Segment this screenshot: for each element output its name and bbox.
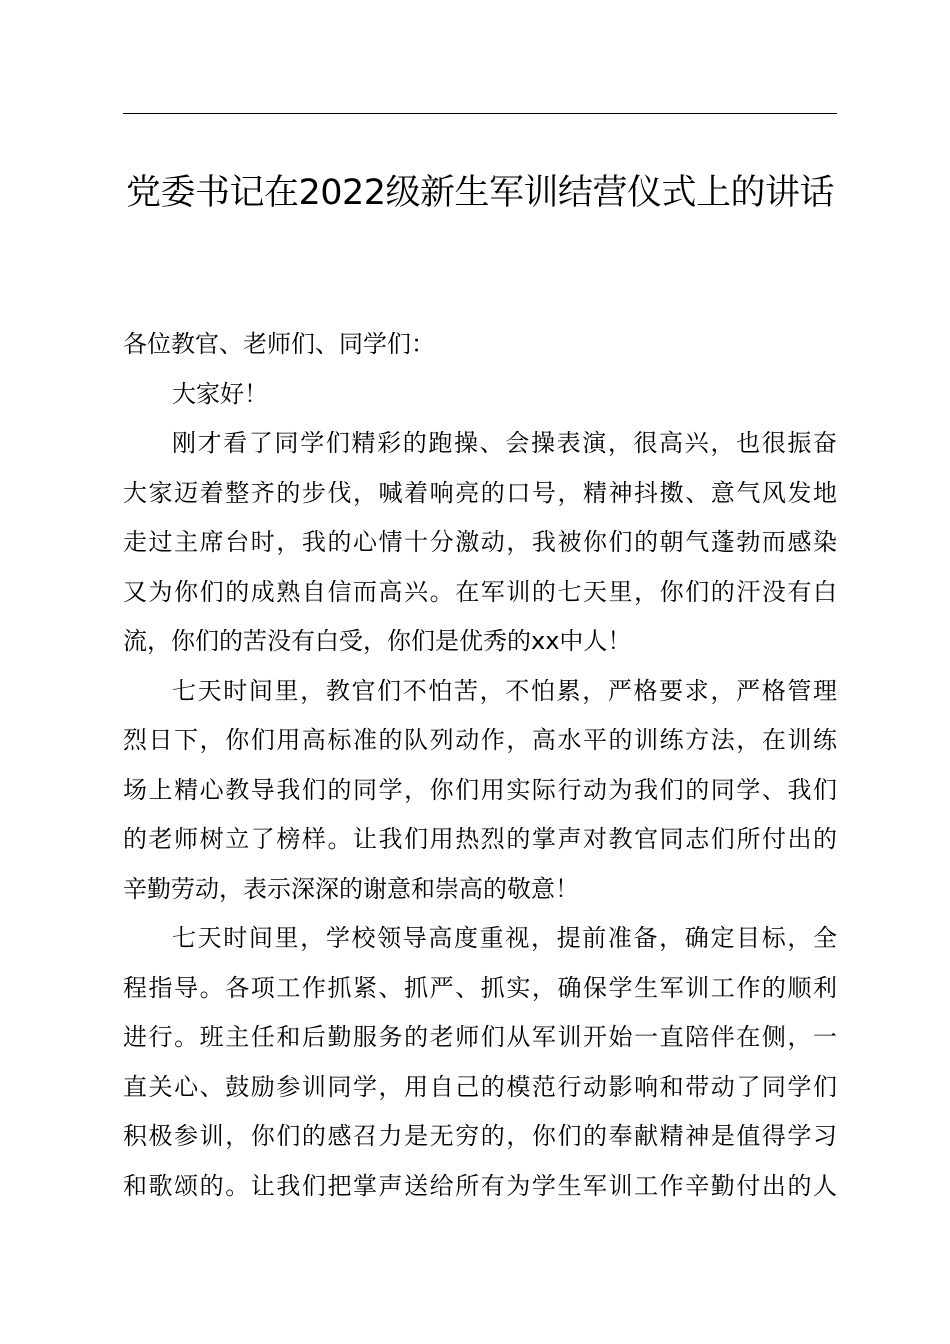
paragraph-1-line-5: 流，你们的苦没有白受，你们是优秀的xx中人！ <box>123 627 632 655</box>
speech-body <box>123 320 837 1211</box>
paragraph-1-line-2: 大家迈着整齐的步伐，喊着响亮的口号，精神抖擞、意气风发地 <box>123 478 837 507</box>
paragraph-1-line-4: 又为你们的成熟自信而高兴。在军训的七天里，你们的汗没有白 <box>123 577 837 606</box>
paragraph-1-line-1: 刚才看了同学们精彩的跑操、会操表演，很高兴，也很振奋 <box>172 429 837 457</box>
paragraph-2-line-3: 场上精心教导我们的同学，你们用实际行动为我们的同学、我们 <box>123 775 837 804</box>
paragraph-3-line-1: 七天时间里，学校领导高度重视，提前准备，确定目标，全 <box>172 924 837 952</box>
paragraph-2-line-1: 七天时间里，教官们不怕苦，不怕累，严格要求，严格管理 <box>172 676 837 705</box>
paragraph-3-line-3: 进行。班主任和后勤服务的老师们从军训开始一直陪伴在侧，一 <box>123 1023 837 1051</box>
paragraph-2-line-4: 的老师树立了榜样。让我们用热烈的掌声对教官同志们所付出的 <box>123 825 837 853</box>
paragraph-3-line-4: 直关心、鼓励参训同学，用自己的模范行动影响和带动了同学们 <box>123 1072 837 1101</box>
paragraph-3-line-2: 程指导。各项工作抓紧、抓严、抓实，确保学生军训工作的顺利 <box>123 973 837 1002</box>
paragraph-3-line-5: 积极参训，你们的感召力是无穷的，你们的奉献精神是值得学习 <box>123 1122 837 1150</box>
paragraph-3-line-6: 和歌颂的。让我们把掌声送给所有为学生军训工作辛勤付出的人 <box>123 1171 837 1200</box>
paragraph-2-line-5: 辛勤劳动，表示深深的谢意和崇高的敬意！ <box>123 874 579 903</box>
paragraph-2-line-2: 烈日下，你们用高标准的队列动作，高水平的训练方法，在训练 <box>123 726 837 754</box>
header-rule <box>123 113 837 114</box>
paragraph-1-line-3: 走过主席台时，我的心情十分激动，我被你们的朝气蓬勃而感染 <box>123 528 837 556</box>
salutation-line: 各位教官、老师们、同学们： <box>123 330 435 358</box>
greeting-line: 大家好！ <box>172 379 268 408</box>
speech-title: 党委书记在2022级新生军训结营仪式上的讲话 <box>125 173 835 213</box>
